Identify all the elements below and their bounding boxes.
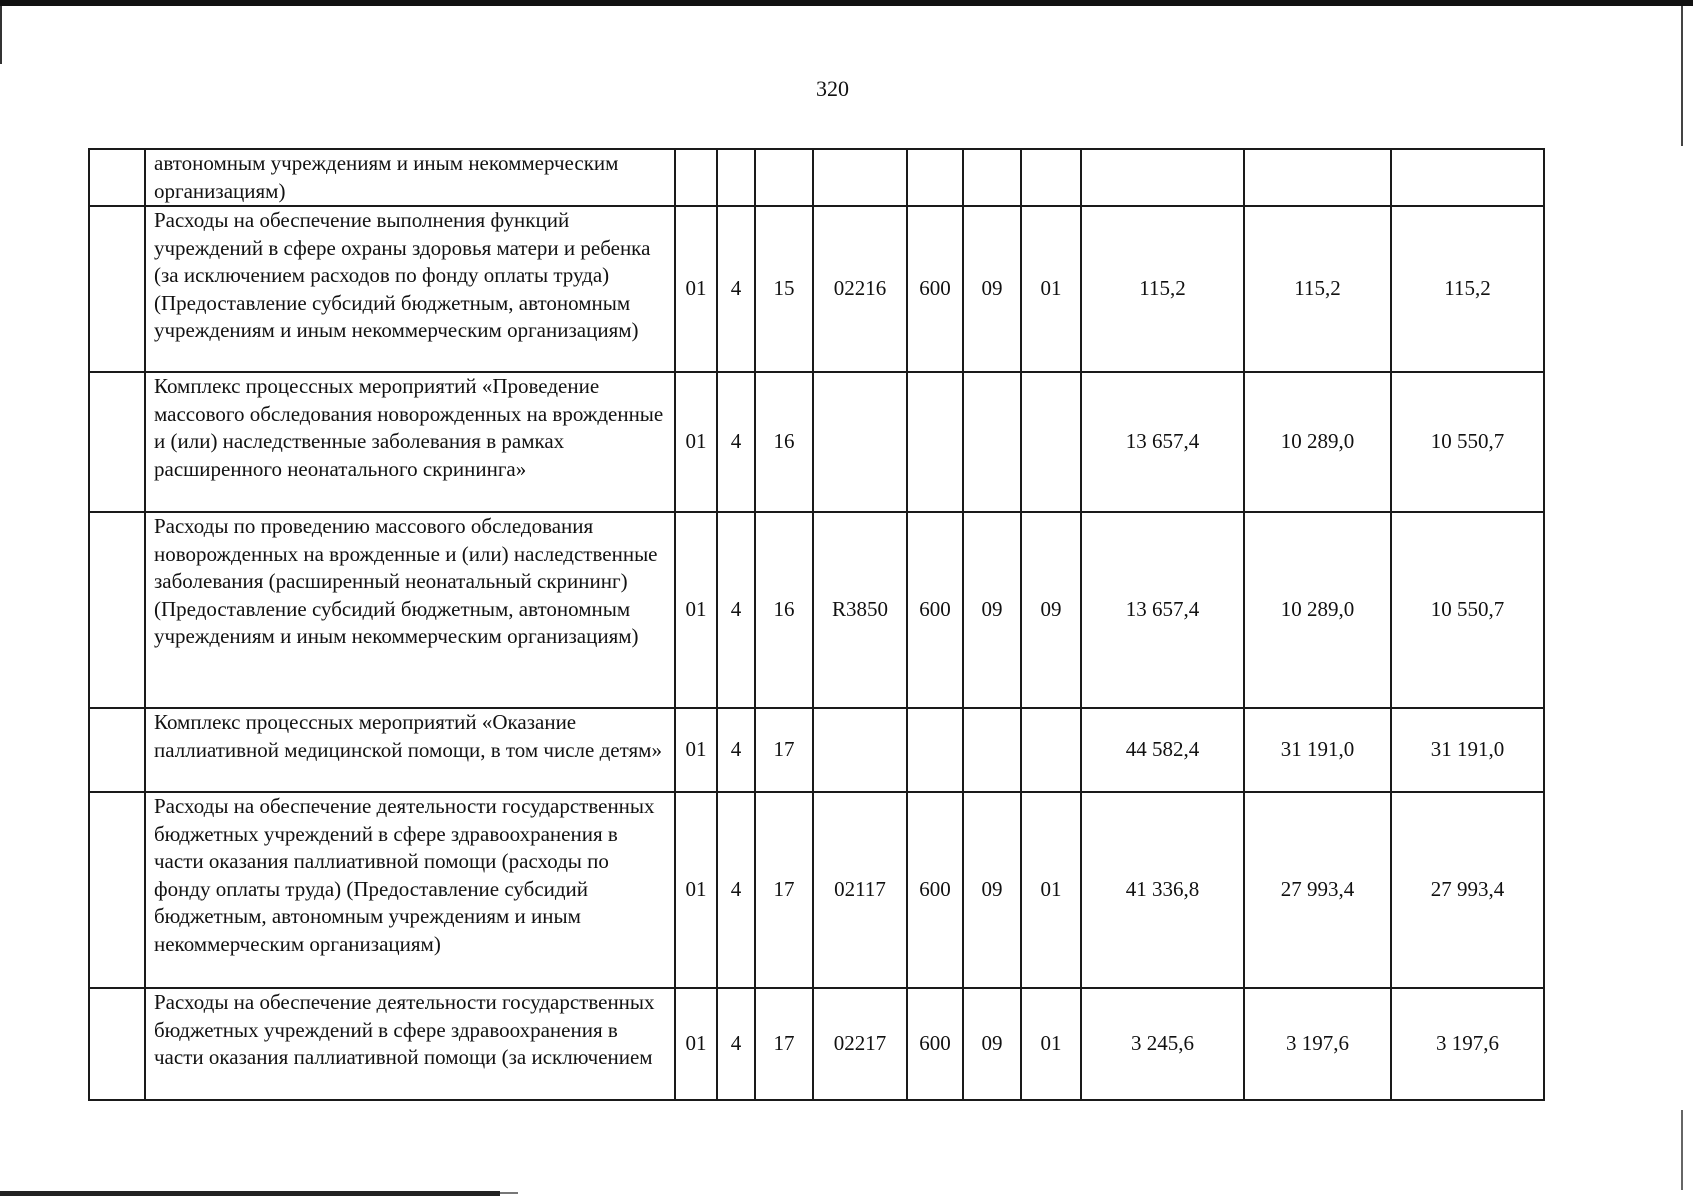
code-cell: 01 [1021, 792, 1081, 988]
row-index-cell [89, 988, 145, 1100]
code-cell: 02117 [813, 792, 907, 988]
amount-cell: 115,2 [1391, 206, 1544, 372]
row-description: Комплекс процессных мероприятий «Оказание паллиативной медицинской помощи, в том числе детям» [145, 708, 675, 792]
table-row [89, 988, 1544, 1100]
code-cell: 01 [1021, 988, 1081, 1100]
code-cell: 16 [755, 372, 813, 512]
code-cell: 600 [907, 988, 963, 1100]
table-row [89, 206, 1544, 372]
amount-cell: 31 191,0 [1244, 708, 1391, 792]
code-cell [963, 149, 1021, 206]
code-cell: 09 [1021, 512, 1081, 708]
code-cell [1021, 149, 1081, 206]
table-row [89, 149, 1544, 206]
code-cell: 02217 [813, 988, 907, 1100]
code-cell: 16 [755, 512, 813, 708]
code-cell: 600 [907, 206, 963, 372]
code-cell: 4 [717, 206, 755, 372]
code-cell: 600 [907, 792, 963, 988]
code-cell: 01 [675, 988, 717, 1100]
code-cell [963, 708, 1021, 792]
code-cell: 01 [675, 512, 717, 708]
code-cell [813, 372, 907, 512]
amount-cell: 10 550,7 [1391, 512, 1544, 708]
row-description: Расходы по проведению массового обследования новорожденных на врожденные и (или) наследственные заболевания (расширенный неонатальный скрининг) (Предоставление субсидий бюджетным, автономным учреждениям и иным некоммерческим организациям) [145, 512, 675, 708]
row-description: Расходы на обеспечение деятельности государственных бюджетных учреждений в сфере здравоохранения в части оказания паллиативной помощи (расходы по фонду оплаты труда) (Предоставление субсидий бюджетным, автономным учреждениям и иным некоммерческим организациям) [145, 792, 675, 988]
row-description: автономным учреждениям и иным некоммерческим организациям) [145, 149, 675, 206]
row-index-cell [89, 792, 145, 988]
amount-cell: 3 197,6 [1244, 988, 1391, 1100]
amount-cell [1081, 149, 1244, 206]
code-cell: 01 [1021, 206, 1081, 372]
row-index-cell [89, 372, 145, 512]
table-row [89, 792, 1544, 988]
code-cell: 4 [717, 512, 755, 708]
scan-edge-right-lower [1681, 1110, 1683, 1190]
row-index-cell [89, 149, 145, 206]
code-cell: 09 [963, 512, 1021, 708]
code-cell [717, 149, 755, 206]
code-cell [675, 149, 717, 206]
amount-cell: 10 289,0 [1244, 512, 1391, 708]
amount-cell: 27 993,4 [1391, 792, 1544, 988]
scan-edge-left [0, 6, 2, 64]
code-cell: 17 [755, 988, 813, 1100]
code-cell [1021, 372, 1081, 512]
scan-edge-bottom [0, 1191, 500, 1196]
code-cell [813, 149, 907, 206]
code-cell: 4 [717, 988, 755, 1100]
row-index-cell [89, 708, 145, 792]
scan-edge-right [1681, 6, 1683, 146]
code-cell [813, 708, 907, 792]
table-row [89, 512, 1544, 708]
table-row [89, 372, 1544, 512]
code-cell: 09 [963, 206, 1021, 372]
row-index-cell [89, 206, 145, 372]
code-cell [963, 372, 1021, 512]
budget-table [88, 148, 1545, 1101]
code-cell: 4 [717, 792, 755, 988]
code-cell: 02216 [813, 206, 907, 372]
scan-edge-top [0, 0, 1693, 6]
amount-cell: 115,2 [1244, 206, 1391, 372]
code-cell [907, 149, 963, 206]
code-cell: 01 [675, 372, 717, 512]
amount-cell [1244, 149, 1391, 206]
amount-cell: 10 550,7 [1391, 372, 1544, 512]
code-cell: 09 [963, 792, 1021, 988]
code-cell: R3850 [813, 512, 907, 708]
amount-cell: 41 336,8 [1081, 792, 1244, 988]
code-cell: 01 [675, 206, 717, 372]
table-row [89, 708, 1544, 792]
scan-edge-bottom-thin [500, 1192, 518, 1194]
code-cell: 4 [717, 708, 755, 792]
amount-cell: 31 191,0 [1391, 708, 1544, 792]
code-cell: 600 [907, 512, 963, 708]
amount-cell: 13 657,4 [1081, 372, 1244, 512]
amount-cell: 10 289,0 [1244, 372, 1391, 512]
amount-cell: 115,2 [1081, 206, 1244, 372]
row-index-cell [89, 512, 145, 708]
amount-cell: 13 657,4 [1081, 512, 1244, 708]
code-cell: 01 [675, 708, 717, 792]
amount-cell: 3 245,6 [1081, 988, 1244, 1100]
code-cell [907, 708, 963, 792]
amount-cell: 3 197,6 [1391, 988, 1544, 1100]
code-cell [907, 372, 963, 512]
amount-cell: 44 582,4 [1081, 708, 1244, 792]
row-description: Расходы на обеспечение деятельности государственных бюджетных учреждений в сфере здравоохранения в части оказания паллиативной помощи (за исключением [145, 988, 675, 1100]
amount-cell: 27 993,4 [1244, 792, 1391, 988]
code-cell: 15 [755, 206, 813, 372]
amount-cell [1391, 149, 1544, 206]
page-number: 320 [816, 76, 849, 101]
code-cell: 01 [675, 792, 717, 988]
code-cell: 17 [755, 792, 813, 988]
code-cell [1021, 708, 1081, 792]
code-cell: 17 [755, 708, 813, 792]
row-description: Комплекс процессных мероприятий «Проведение массового обследования новорожденных на врожденные и (или) наследственные заболевания в рамках расширенного неонатального скрининга» [145, 372, 675, 512]
code-cell [755, 149, 813, 206]
code-cell: 09 [963, 988, 1021, 1100]
code-cell: 4 [717, 372, 755, 512]
row-description: Расходы на обеспечение выполнения функций учреждений в сфере охраны здоровья матери и ребенка (за исключением расходов по фонду оплаты труда) (Предоставление субсидий бюджетным, автономным учреждениям и иным некоммерческим организациям) [145, 206, 675, 372]
